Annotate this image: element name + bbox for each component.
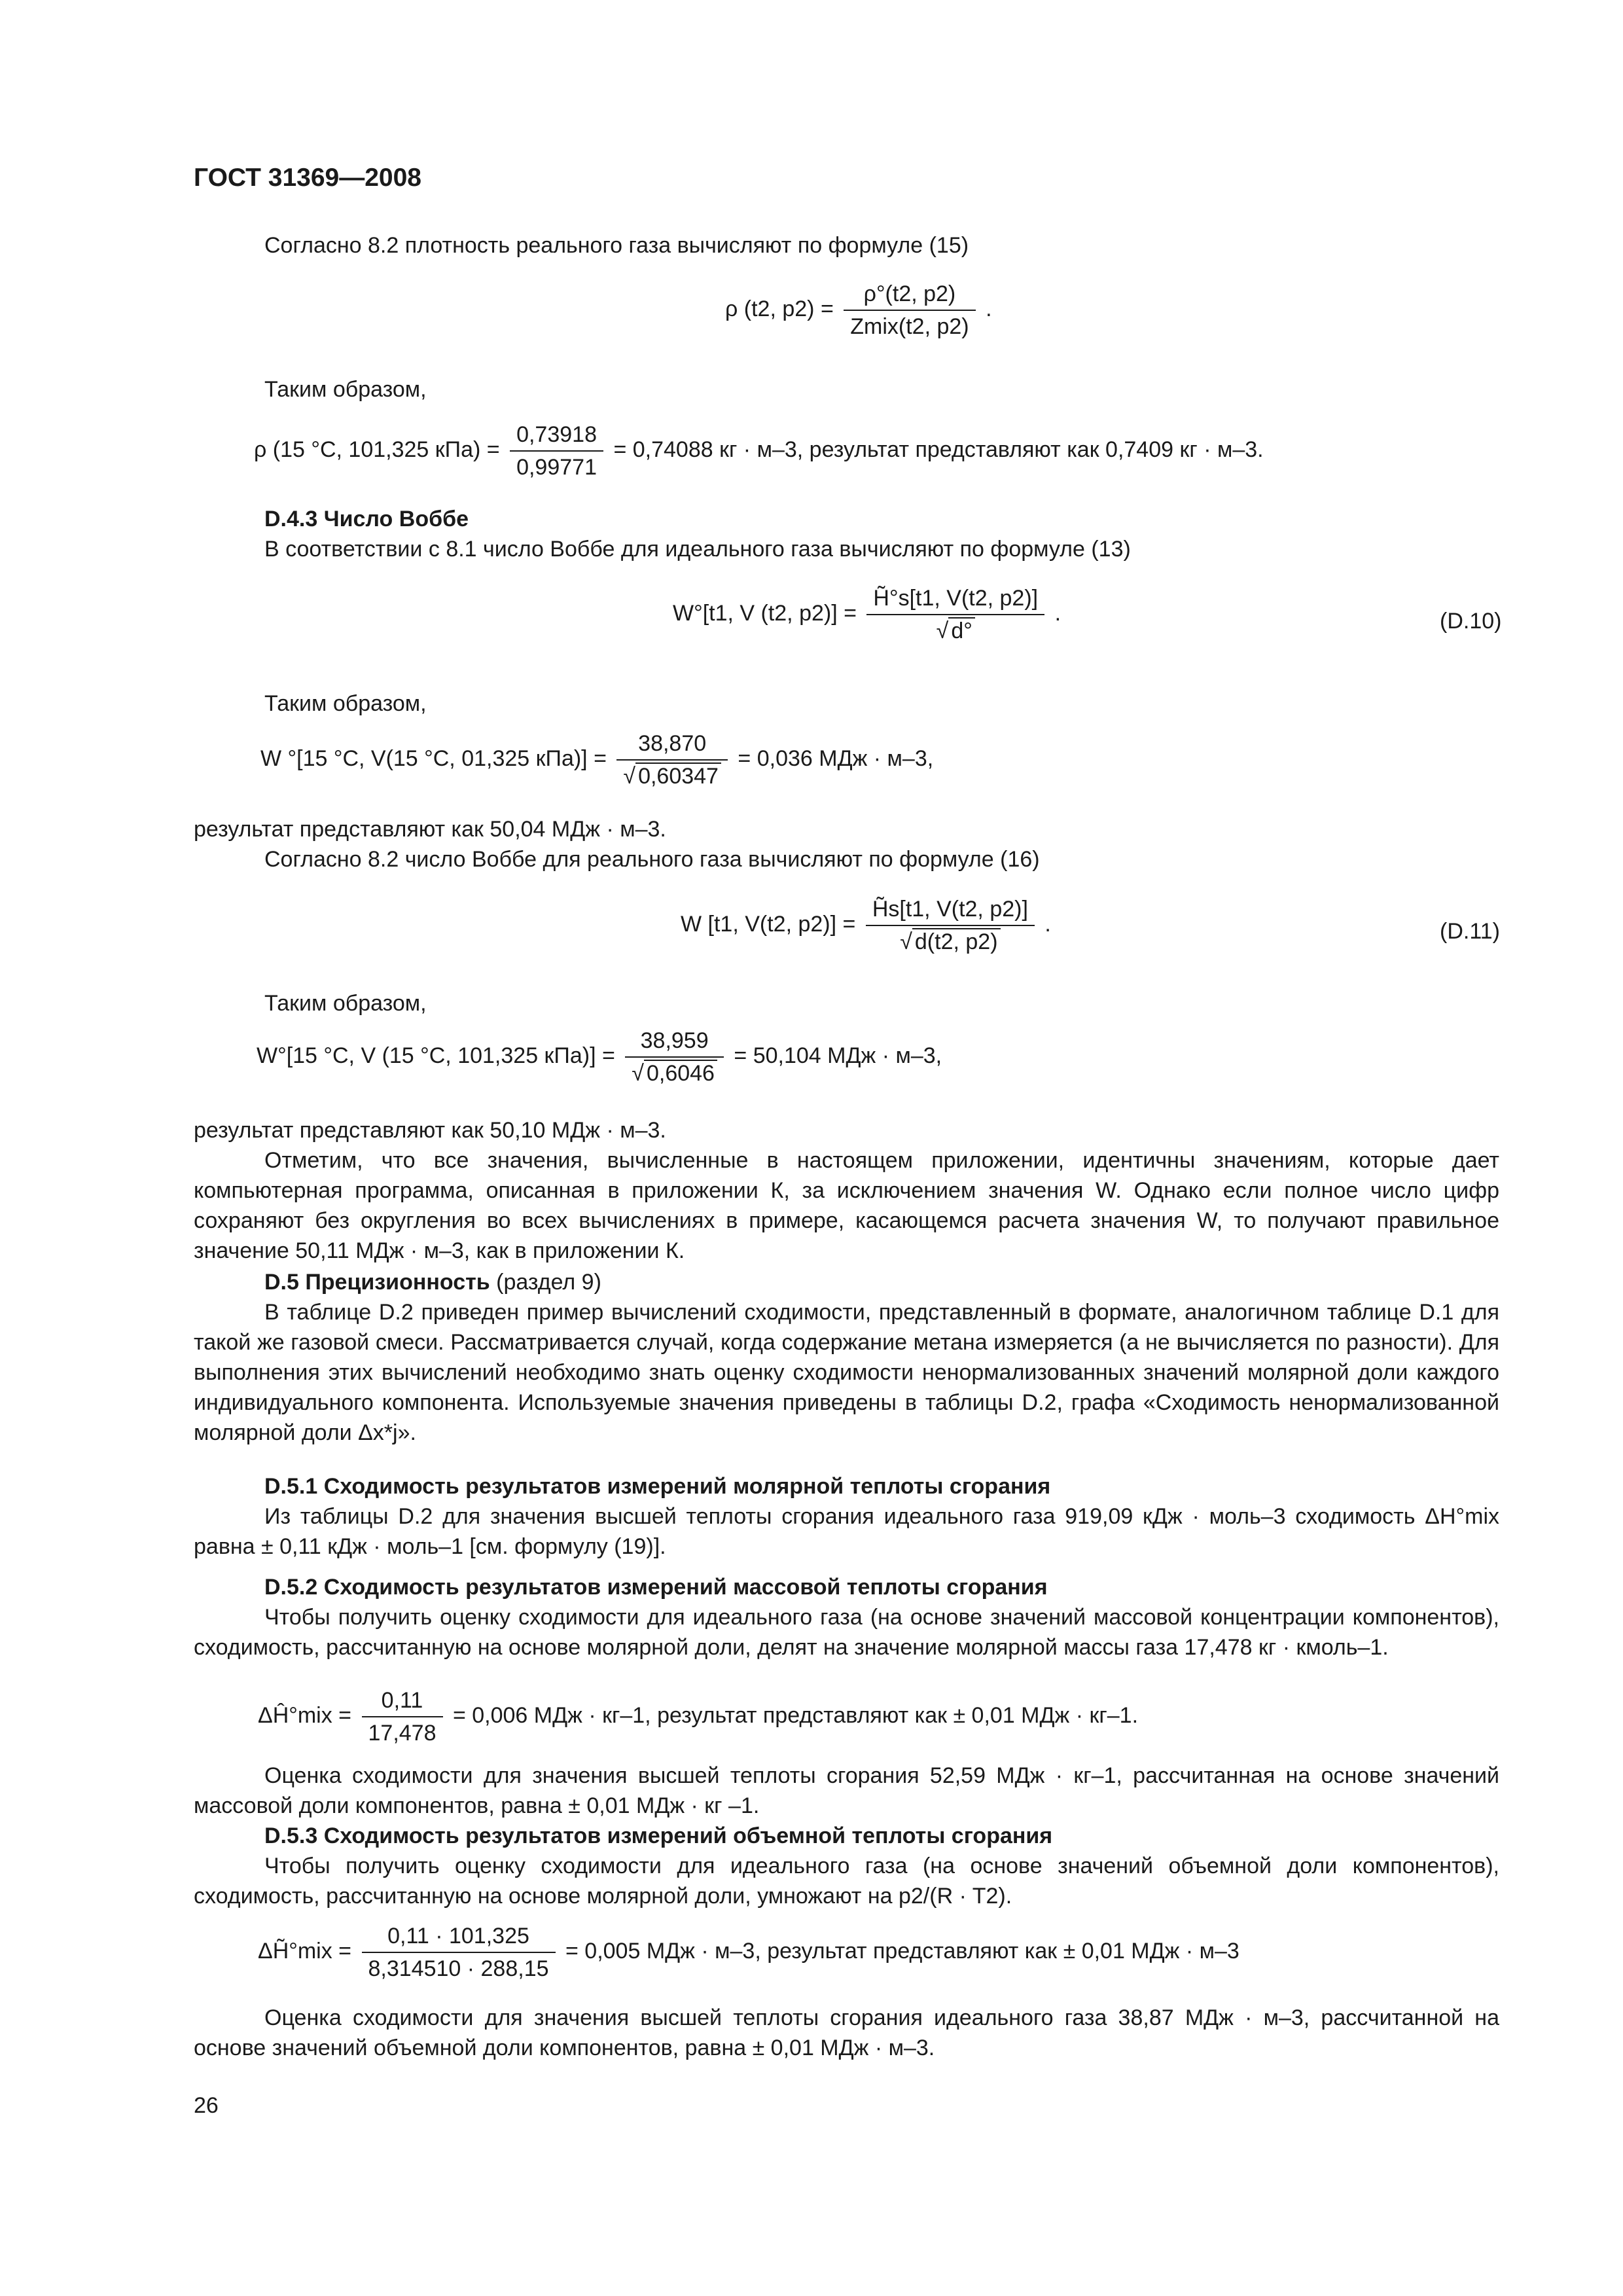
paragraph: Согласно 8.2 плотность реального газа вычисляют по формуле (15) — [264, 233, 969, 258]
fraction-denominator: Zmix(t2, p2) — [850, 314, 969, 339]
section-heading: D.5.1 Сходимость результатов измерений молярной теплоты сгорания — [264, 1474, 1051, 1499]
formula-D10 — [673, 583, 1061, 647]
formula-volume-repeatability — [258, 1920, 1240, 1984]
formula-lhs: W°[15 °C, V (15 °C, 101,325 кПа)] = — [257, 1043, 615, 1068]
formula-wobbe-ideal-result — [260, 728, 933, 792]
section-heading: D.5.3 Сходимость результатов измерений объемной теплоты сгорания — [264, 1823, 1053, 1848]
formula-tail: = 0,036 МДж · м–3, — [738, 745, 934, 771]
formula-lhs: W°[t1, V (t2, p2)] = — [673, 600, 857, 626]
square-root — [623, 762, 721, 791]
formula-lhs: ρ (t2, p2) = — [725, 296, 834, 321]
formula-tail: = 0,74088 кг · м–3, результат представляют как 0,7409 кг · м–3. — [613, 437, 1264, 462]
section-heading-precision — [264, 1267, 1499, 1297]
paragraph: Оценка сходимости для значения высшей теплоты сгорания идеального газа 38,87 МДж · м–3, рассчитанной на основе значений объемной доли компонентов, равна ± 0,01 МДж · м–3. — [194, 2005, 1499, 2060]
paragraph: В соответствии с 8.1 число Воббе для идеального газа вычисляют по формуле (13) — [264, 537, 1131, 562]
paragraph: Оценка сходимости для значения высшей теплоты сгорания 52,59 МДж · кг–1, рассчитанная на основе значений массовой доли компонентов, равна ± 0,01 МДж · кг –1. — [194, 1763, 1499, 1818]
formula-tail: = 0,005 МДж · м–3, результат представляют как ± 0,01 МДж · м–3 — [565, 1938, 1240, 1964]
formula-density-result — [254, 419, 1264, 483]
paragraph: результат представляют как 50,04 МДж · м–3. — [194, 817, 666, 842]
paragraph: результат представляют как 50,10 МДж · м–3. — [194, 1118, 666, 1143]
fraction-numerator: H̃s[t1, V(t2, p2)] — [866, 893, 1035, 926]
fraction-denominator — [616, 761, 728, 792]
formula-wobbe-real-result — [257, 1025, 942, 1089]
fraction — [616, 728, 728, 792]
fraction-denominator: 0,99771 — [516, 455, 597, 480]
formula-tail: . — [986, 296, 992, 321]
fraction — [625, 1025, 724, 1089]
fraction-numerator: ρ°(t2, p2) — [844, 278, 975, 311]
fraction — [866, 583, 1044, 647]
paragraph: Чтобы получить оценку сходимости для идеального газа (на основе значений массовой концентрации компонентов), сходимость, рассчитанную на основе молярной доли, делят на значение молярной массы газа 17,478 кг · кмоль–1. — [194, 1605, 1499, 1660]
standard-header: ГОСТ 31369—2008 — [194, 164, 421, 192]
square-root — [936, 617, 975, 645]
formula-lhs: W °[15 °C, V(15 °C, 01,325 кПа)] = — [260, 745, 607, 771]
fraction-denominator — [625, 1058, 724, 1089]
paragraph: Таким образом, — [264, 991, 427, 1016]
formula-lhs: ΔĤ°mix = — [258, 1702, 352, 1728]
fraction-denominator — [866, 615, 1044, 647]
formula-mass-repeatability — [258, 1685, 1138, 1749]
fraction-numerator: 0,11 · 101,325 — [362, 1920, 556, 1953]
fraction — [844, 278, 975, 342]
square-root — [900, 927, 1000, 956]
formula-tail: = 50,104 МДж · м–3, — [734, 1043, 942, 1068]
formula-tail: = 0,006 МДж · кг–1, результат представляют как ± 0,01 МДж · кг–1. — [452, 1702, 1139, 1728]
formula-tail: . — [1044, 911, 1051, 937]
fraction-numerator: H̃°s[t1, V(t2, p2)] — [866, 583, 1044, 615]
radicand: d(t2, p2) — [912, 928, 1001, 954]
square-root — [632, 1059, 717, 1088]
formula-lhs: W [t1, V(t2, p2)] = — [681, 911, 856, 937]
fraction-numerator: 0,73918 — [510, 419, 603, 452]
fraction — [866, 893, 1035, 958]
fraction — [362, 1920, 556, 1984]
equation-number: (D.10) — [1440, 609, 1502, 634]
radicand: d° — [948, 617, 975, 643]
paragraph: Чтобы получить оценку сходимости для идеального газа (на основе значений объемной доли компонентов), сходимость, рассчитанную на основе молярной доли, умножают на p2/(R · T2). — [194, 1854, 1499, 1909]
fraction-denominator: 8,314510 · 288,15 — [368, 1956, 549, 1981]
paragraph: Отметим, что все значения, вычисленные в настоящем приложении, идентичны значениям, которые дает компьютерная программа, описанная в приложении К, за исключением значения W. Однако если полное число цифр сохраняют без округления во всех вычислениях в примере, касающемся расчета значения W, то получают правильное значение 50,11 МДж · м–3, как в приложении К. — [194, 1148, 1499, 1263]
fraction-numerator: 38,959 — [625, 1025, 724, 1058]
formula-D11 — [681, 893, 1051, 958]
paragraph: Из таблицы D.2 для значения высшей теплоты сгорания идеального газа 919,09 кДж · моль–3 сходимость ΔH°mix равна ± 0,11 кДж · моль–1 [см. формулу (19)]. — [194, 1504, 1499, 1559]
equation-number: (D.11) — [1440, 919, 1500, 944]
fraction — [510, 419, 603, 483]
section-heading: D.5.2 Сходимость результатов измерений массовой теплоты сгорания — [264, 1575, 1048, 1600]
radicand: 0,6046 — [644, 1060, 717, 1086]
formula-lhs: ΔH̃°mix = — [258, 1938, 352, 1964]
page-number: 26 — [194, 2093, 219, 2118]
heading-ref: (раздел 9) — [490, 1270, 601, 1295]
formula-lhs: ρ (15 °C, 101,325 кПа) = — [254, 437, 500, 462]
fraction-numerator: 0,11 — [362, 1685, 443, 1717]
section-heading: D.4.3 Число Воббе — [264, 507, 469, 531]
paragraph: Таким образом, — [264, 377, 427, 402]
paragraph: В таблице D.2 приведен пример вычислений сходимости, представленный в формате, аналогичном таблице D.1 для такой же газовой смеси. Рассматривается случай, когда содержание метана измеряется (а не вычисляется по разности). Для выполнения этих вычислений необходимо знать оценку сходимости ненормализованных значений молярной доли каждого индивидуального компонента. Используемые значения приведены в таблицы D.2, графа «Сходимость ненормализованной молярной доли Δx*j». — [194, 1300, 1499, 1445]
fraction-numerator: 38,870 — [616, 728, 728, 761]
heading-label: D.5 Прецизионность — [264, 1270, 490, 1295]
radicand: 0,60347 — [635, 762, 721, 789]
paragraph: Таким образом, — [264, 691, 427, 716]
paragraph: Согласно 8.2 число Воббе для реального газа вычисляют по формуле (16) — [264, 847, 1040, 872]
fraction — [362, 1685, 443, 1749]
formula-tail: . — [1054, 600, 1061, 626]
formula-15 — [725, 278, 992, 342]
fraction-denominator: 17,478 — [368, 1721, 437, 1746]
fraction-denominator — [866, 926, 1035, 958]
